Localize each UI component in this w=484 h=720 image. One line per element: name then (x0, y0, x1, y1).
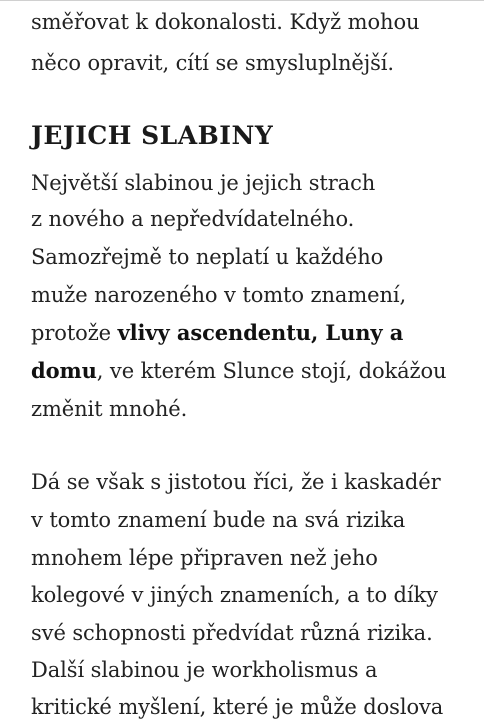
intro-line-2: něco opravit, cítí se smysluplnější. (31, 51, 394, 75)
paragraph-1-line-6 (31, 356, 446, 386)
paragraph-2-line-4: kolegové v jiných znameních, a to díky (31, 583, 438, 607)
bold-ascendent: vlivy ascendentu (117, 320, 311, 345)
bold-luny: Luny a (318, 320, 404, 345)
paragraph-1-line-1: Největší slabinou je jejich strach (31, 171, 376, 195)
paragraph-2-line-5: své schopnosti předvídat různá rizika. (31, 621, 433, 645)
paragraph-1-text: , ve kterém Slunce stojí, dokážou (96, 359, 447, 383)
paragraph-2-line-7: kritické myšlení, které je může doslova (31, 695, 444, 719)
paragraph-1-line-7: změnit mnohé. (31, 397, 188, 421)
paragraph-2-line-6: Další slabinou je workholismus a (31, 658, 378, 682)
top-divider (0, 0, 484, 1)
paragraph-2-line-1: Dá se však s jistotou říci, že i kaskadér (31, 470, 441, 494)
paragraph-1-line-2: z nového a nepředvídatelného. (31, 207, 355, 231)
paragraph-1-line-5 (31, 318, 403, 348)
paragraph-1-text: protože (31, 321, 118, 345)
bold-comma: , (310, 320, 319, 345)
paragraph-1-line-3: Samozřejmě to neplatí u každého (31, 245, 384, 269)
paragraph-1-line-4: muže narozeného v tomto znamení, (31, 283, 407, 307)
bold-domu: domu (31, 358, 97, 383)
intro-line-1: směřovat k dokonalosti. Když mohou (31, 10, 420, 34)
paragraph-2-line-2: v tomto znamení bude na svá rizika (31, 508, 406, 532)
section-heading: JEJICH SLABINY (31, 121, 274, 150)
paragraph-2-line-3: mnohem lépe připraven než jeho (31, 546, 378, 570)
